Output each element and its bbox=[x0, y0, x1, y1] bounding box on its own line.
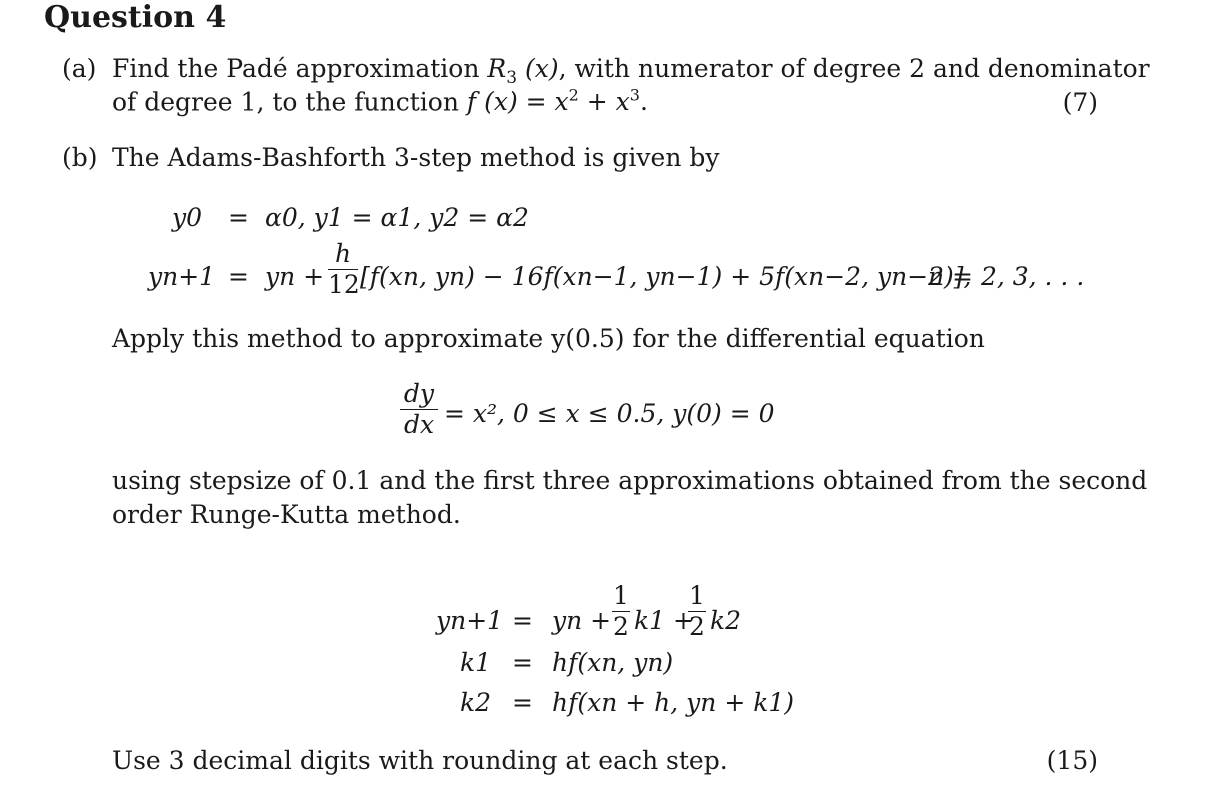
ab-initial-values: α0, y1 = α1, y2 = α2 bbox=[265, 203, 529, 232]
pade-r3: $R_3$ (x) bbox=[487, 54, 559, 88]
part-a-line2 bbox=[112, 86, 648, 116]
rk-eq1: = bbox=[512, 606, 533, 635]
part-a-line1-pre: Find the Padé approximation bbox=[112, 54, 480, 83]
function-f: f $(x) = x^2 + x^3$. bbox=[466, 86, 648, 117]
part-a-label: (a) bbox=[62, 54, 97, 83]
rk-k1-term: k1 + bbox=[634, 606, 694, 635]
rk-lhs2: k1 bbox=[460, 648, 492, 677]
part-a-line2-pre: of degree 1, to the function bbox=[112, 87, 459, 117]
rk-k2-term: k2 bbox=[710, 606, 742, 635]
part-b-label: (b) bbox=[62, 143, 98, 172]
part-b-intro: The Adams-Bashforth 3-step method is given by bbox=[112, 143, 720, 172]
using-line2: order Runge-Kutta method. bbox=[112, 500, 461, 529]
ab-eq1: = bbox=[228, 203, 249, 232]
rk-eq2: = bbox=[512, 648, 533, 677]
rk-rhs3: hf(xn + h, yn + k1) bbox=[552, 688, 795, 717]
rk-eq3: = bbox=[512, 688, 533, 717]
rk-half-1: 1 2 bbox=[613, 581, 629, 641]
apply-text: Apply this method to approximate y(0.5) for the differential equation bbox=[112, 324, 985, 353]
rk-rhs2: hf(xn, yn) bbox=[552, 648, 674, 677]
part-a-marks: (7) bbox=[1062, 88, 1098, 117]
rk-rhs1-pre: yn + bbox=[552, 606, 612, 635]
ab-rhs-pre: yn + bbox=[265, 262, 325, 291]
part-a-line1 bbox=[112, 54, 1150, 88]
rk-half-2: 1 2 bbox=[689, 581, 705, 641]
ab-eq2: = bbox=[228, 262, 249, 291]
final-instruction: Use 3 decimal digits with rounding at each step. bbox=[112, 746, 728, 775]
using-line1: using stepsize of 0.1 and the first three approximations obtained from the second bbox=[112, 466, 1148, 495]
part-a-line1-post: , with numerator of degree 2 and denominator bbox=[558, 54, 1150, 83]
rk-lhs3: k2 bbox=[460, 688, 492, 717]
ab-h-over-12: h 12 bbox=[328, 239, 360, 299]
ab-y0: y0 bbox=[172, 203, 203, 232]
ab-n-range: n = 2, 3, . . . bbox=[928, 262, 1085, 291]
de-rest: = x², 0 ≤ x ≤ 0.5, y(0) = 0 bbox=[444, 399, 775, 428]
rk-lhs1: yn+1 bbox=[436, 606, 504, 635]
ab-rhs-post: [f(xn, yn) − 16f(xn−1, yn−1) + 5f(xn−2, yn−2)], bbox=[360, 262, 972, 291]
question-title: Question 4 bbox=[44, 0, 227, 35]
part-b-marks: (15) bbox=[1046, 746, 1098, 775]
de-dy-dx: dy dx bbox=[400, 380, 438, 438]
ab-lhs: yn+1 bbox=[148, 262, 216, 291]
